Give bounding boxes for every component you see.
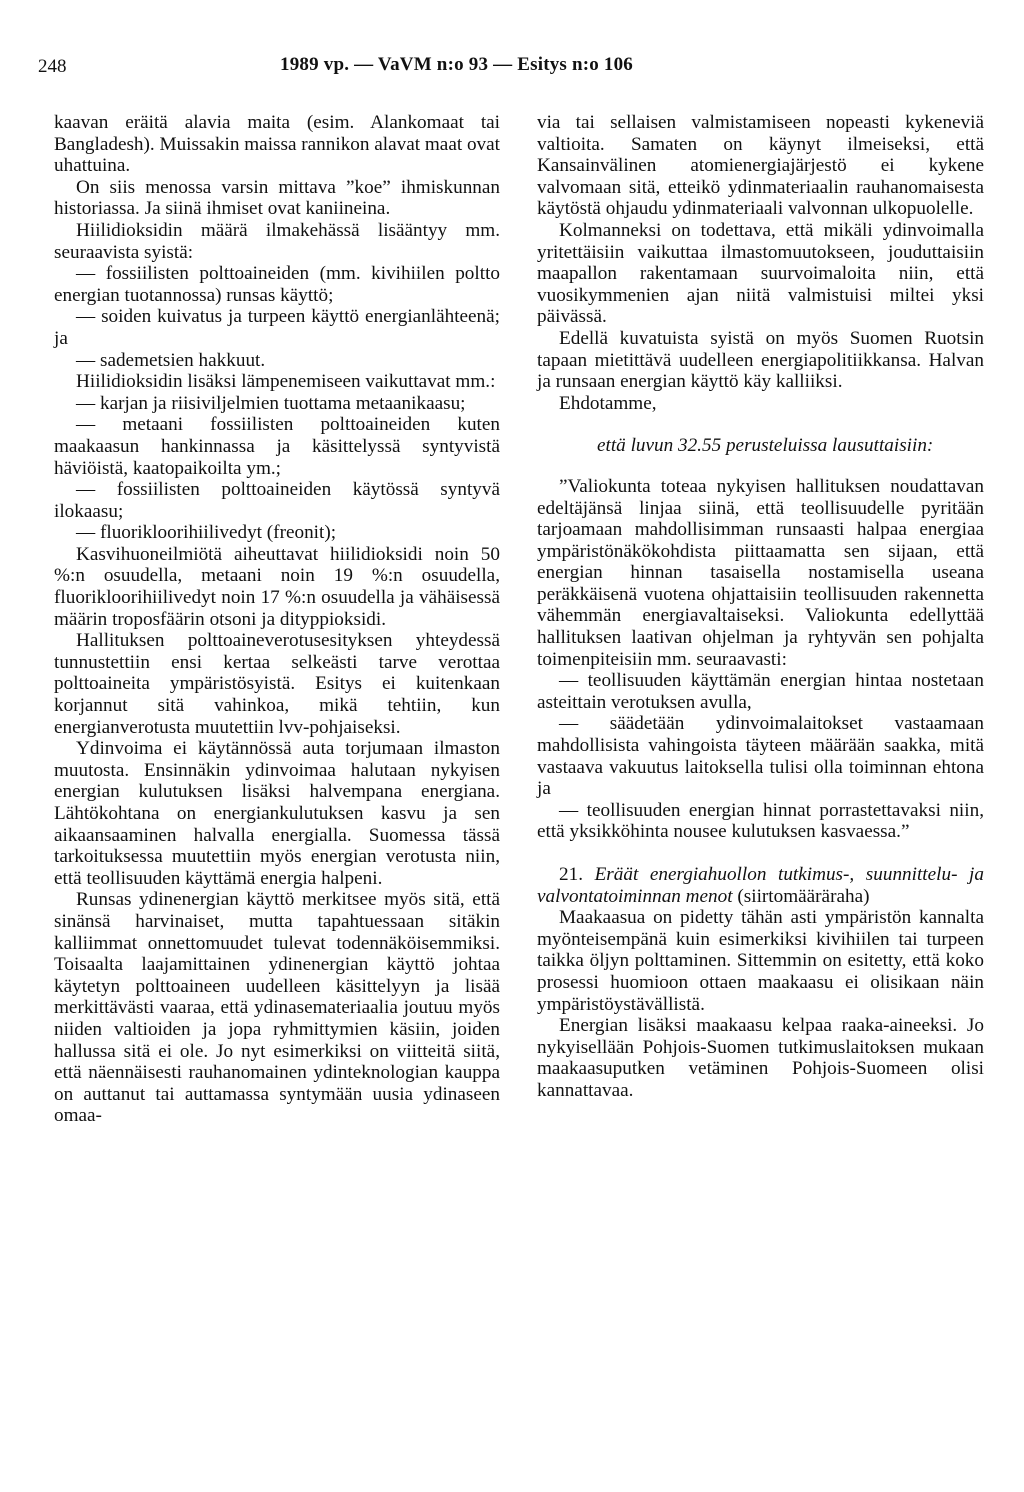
- list-item: — soiden kuivatus ja turpeen käyttö energianlähteenä; ja: [54, 306, 500, 349]
- paragraph: On siis menossa varsin mittava ”koe” ihmiskunnan historiassa. Ja siinä ihmiset ovat kaniineina.: [54, 176, 500, 220]
- list-item: — karjan ja riisiviljelmien tuottama metaanikaasu;: [76, 392, 466, 414]
- quote-paragraph: ”Valiokunta toteaa nykyisen hallituksen noudattavan edeltäjänsä linjaa siinä, että teollisuudelle pyritään tarjoamaan mahdollisimman runsaasti halpaa energiaa ympäristönäkökohdista piittaamatta sen sijaan, että energian hinnan tasaisella nostamisella useana peräkkäisenä vuotena ohjattaisiin teollisuuden rakennetta vähemmän energiavaltaiseksi. Valiokunta edellyttää hallituksen laativan ohjelman ja ryhtyvän sen pohjalta toimenpiteisiin mm. seuraavasti:: [537, 475, 984, 670]
- section-title-suffix: (siirtomääräraha): [737, 885, 870, 907]
- section-title: Eräät energiahuollon tutkimus-, suunnittelu- ja valvontatoiminnan menot: [537, 864, 984, 907]
- page-number: 248: [38, 56, 67, 77]
- running-title: 1989 vp. — VaVM n:o 93 — Esitys n:o 106: [280, 54, 634, 75]
- paragraph: Maakaasua on pidetty tähän asti ympäristön kannalta myönteisempänä kuin esimerkiksi kivihiilen tai turpeen taikka öljyn polttaminen. Sittemmin on esitetty, että koko prosessi huomioon ottaen maakaasu ei olisikaan näin ympäristöystävällistä.: [537, 907, 984, 1015]
- paragraph: Hiilidioksidin määrä ilmakehässä lisääntyy mm. seuraavista syistä:: [54, 219, 500, 263]
- paragraph: Energian lisäksi maakaasu kelpaa raaka-aineeksi. Jo nykyisellään Pohjois-Suomen tutkimuslaitoksen mukaan maakaasuputken vetäminen Pohjois-Suomeen olisi kannattavaa.: [537, 1015, 984, 1101]
- paragraph: Kolmanneksi on todettava, että mikäli ydinvoimalla yritettäisiin vaikuttaa ilmastomuutokseen, jouduttaisiin maapallon rakentamaan suurvoimaloita niin, että vuosikymmenien ajan niitä valmistuisi miltei yksi päivässä.: [537, 219, 984, 328]
- right-column: [537, 112, 984, 1102]
- paragraph: Hiilidioksidin lisäksi lämpenemiseen vaikuttavat mm.:: [76, 371, 496, 393]
- paragraph: Ydinvoima ei käytännössä auta torjumaan ilmaston muutosta. Ensinnäkin ydinvoimaa halutaan nykyisen energian kulutuksen lisäksi halvempana energiana. Lähtökohtana on energiankulutuksen kasvu ja sen aikaansaaminen halvalla energialla. Suomessa tässä tarkoituksessa muutettiin myös energian verotusta niin, että teollisuuden käyttämä energia halpeni.: [54, 738, 500, 889]
- proposal-lead: Ehdotamme,: [559, 392, 657, 414]
- paragraph: via tai sellaisen valmistamiseen nopeasti kykeneviä valtioita. Samaten on käynyt ilmeiseksi, että Kansainvälinen atomienergiajärjestö ei kykene valvomaan sitä, etteikö ydinmateriaalin rauhanomaisesta käytöstä ohjaudu ydinmateriaali valvonnan ulkopuolelle.: [537, 112, 984, 220]
- paragraph: Kasvihuoneilmiötä aiheuttavat hiilidioksidi noin 50 %:n osuudella, metaani noin 19 %:n osuudella, fluorikloorihiilivedyt noin 17 %:n osuudella ja vähäisessä määrin troposfäärin otsoni ja dityppioksidi.: [54, 543, 500, 630]
- list-item: — sademetsien hakkuut.: [76, 349, 266, 371]
- paragraph: Runsas ydinenergian käyttö merkitsee myös sitä, että sinänsä harvinaiset, mutta tapahtuessaan sitäkin kalliimmat onnettomuudet tulevat todennäköisemmiksi. Toisaalta laajamittainen ydinenergian käyttö johtaa käytetyn polttoaineen uudelleen käsittelyyn ja lisää merkittävästi vaaraa, että ydinasemateriaalia joutuu myös niiden valtioiden ja jopa ryhmittymien käsiin, joiden hallussa sitä ei ole. Jo nyt esimerkiksi on viitteitä siitä, että näennäisesti rauhanomainen ydinteknologian kauppa on auttanut tai auttamassa syntymään uusia ydinaseen omaa-: [54, 889, 500, 1127]
- section-number: 21.: [559, 864, 583, 885]
- quote-list-item: — teollisuuden käyttämän energian hintaa nostetaan asteittain verotuksen avulla,: [537, 670, 984, 713]
- list-item: — metaani fossiilisten polttoaineiden kuten maakaasun hankinnassa ja käsittelyssä syntyvistä häviöistä, kaatopaikoilta ym.;: [54, 414, 500, 479]
- left-column: [54, 112, 500, 1127]
- list-item: — fossiilisten polttoaineiden käytössä syntyvä ilokaasu;: [54, 479, 500, 522]
- paragraph: kaavan eräitä alavia maita (esim. Alankomaat tai Bangladesh). Muissakin maissa rannikon alavat maat ovat uhattuina.: [54, 112, 500, 177]
- paragraph: Edellä kuvatuista syistä on myös Suomen Ruotsin tapaan mietittävä uudelleen energiapolitiikkansa. Halvan ja runsaan energian käyttö käy kalliiksi.: [537, 327, 984, 393]
- quote-list-item: — säädetään ydinvoimalaitokset vastaamaan mahdollisista vahingoista täyteen määrään saakka, mitä vastaava vakuutus laitoksella tulisi olla toiminnan ehtona ja: [537, 713, 984, 800]
- list-item: — fluorikloorihiilivedyt (freonit);: [76, 522, 337, 544]
- proposal-intro: että luvun 32.55 perusteluissa lausuttaisiin:: [597, 435, 934, 457]
- paragraph: Hallituksen polttoaineverotusesityksen yhteydessä tunnustettiin ensi kertaa selkeästi tarve verottaa polttoaineita ympäristösyistä. Esitys ei kuitenkaan korjannut sitä vahinkoa, mikä tehtiin, kun energianverotusta muutettiin lvv-pohjaiseksi.: [54, 630, 500, 738]
- quote-list-item: — teollisuuden energian hinnat porrastettavaksi niin, että yksikköhinta nousee kulutuksen kasvaessa.”: [537, 799, 984, 843]
- list-item: — fossiilisten polttoaineiden (mm. kivihiilen poltto energian tuotannossa) runsas käyttö;: [54, 263, 500, 306]
- section-heading: [537, 864, 984, 907]
- page-header: [38, 50, 978, 80]
